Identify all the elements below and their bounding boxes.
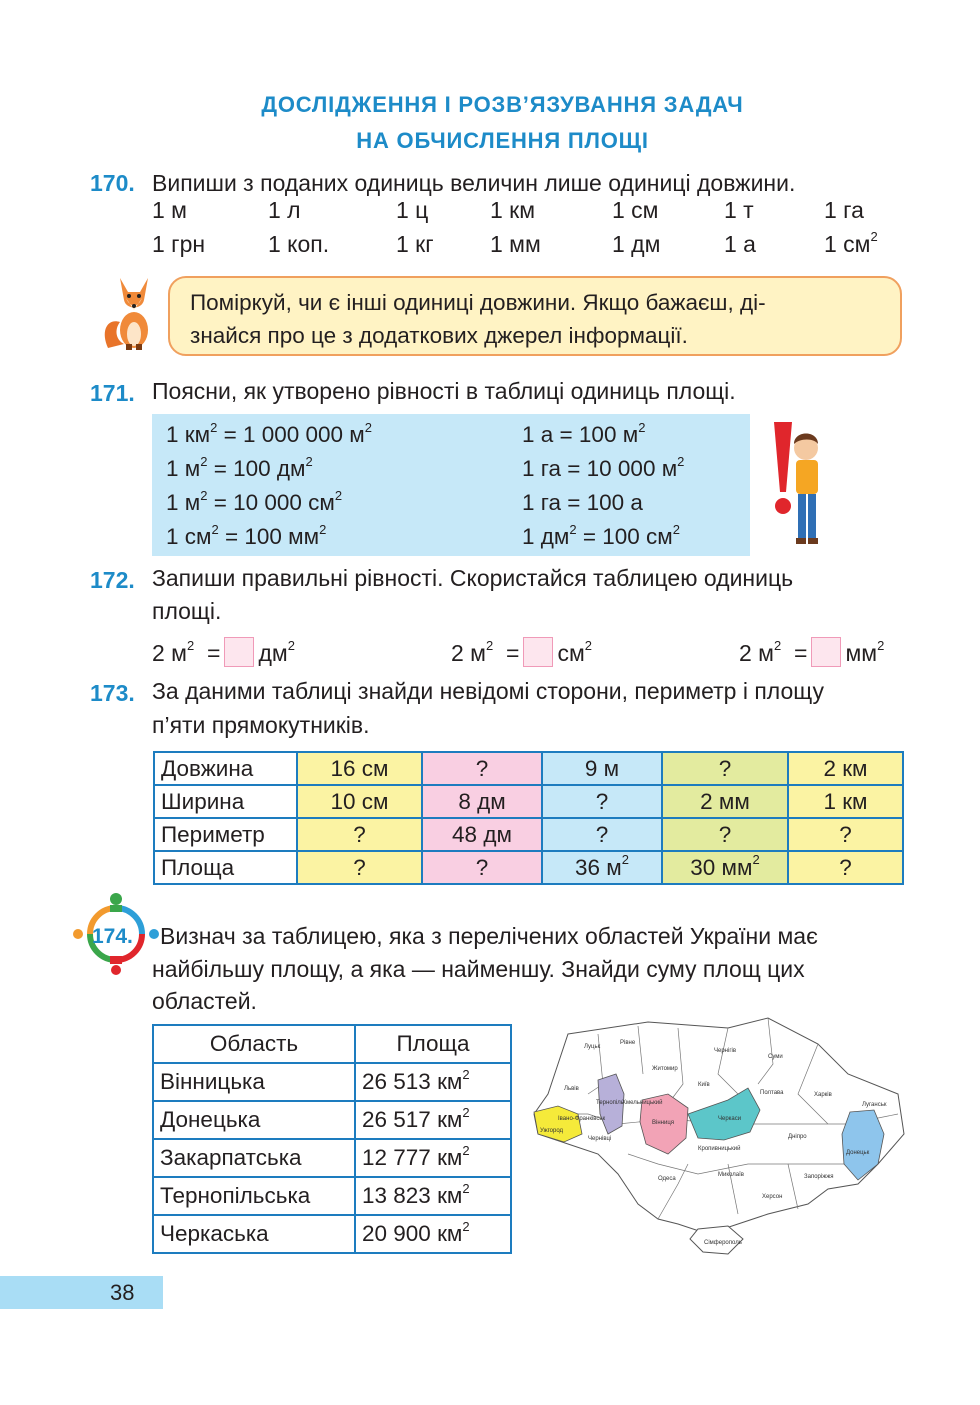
table-row	[153, 1177, 511, 1215]
fox-icon	[100, 270, 162, 352]
map-label: Донецьк	[846, 1150, 870, 1156]
unit-item: 1 т	[724, 197, 754, 223]
task-170-number: 170.	[90, 170, 135, 196]
table-cell: 1 км	[788, 785, 903, 818]
table-row	[153, 1063, 511, 1101]
unit-item: 1 мм	[490, 231, 541, 257]
equation-2: 2 $м^2 = см^2$	[451, 638, 592, 666]
unit-item: 1 см	[612, 197, 659, 223]
table-cell: 16 см	[297, 752, 422, 785]
column-header: Область	[153, 1025, 355, 1063]
table-row	[153, 1139, 511, 1177]
table-row	[154, 752, 903, 785]
task-174-line-1: Визнач за таблицею, яка з перелічених областей України має	[160, 923, 818, 949]
table-cell: ?	[422, 752, 542, 785]
map-label: Одеса	[658, 1176, 676, 1182]
map-label: Дніпро	[788, 1134, 807, 1140]
task-173-line-2: п’яти прямокутників.	[152, 712, 370, 738]
row-label: Довжина	[154, 752, 297, 785]
equality: 1 $м^2 = 100$ $дм^2$	[166, 453, 313, 481]
map-label: Львів	[564, 1086, 579, 1092]
equation-1: 2 $м^2 = дм^2$	[152, 638, 295, 666]
region-area: 12 777 $км^2$	[355, 1139, 511, 1177]
equality: 1 $м^2 = 10$ 000 $см^2$	[166, 487, 343, 515]
unit-item: 1 м	[152, 197, 187, 223]
tip-line-2: знайся про це з додаткових джерел інформації.	[190, 323, 688, 348]
region-name: Донецька	[153, 1101, 355, 1139]
table-cell: 48 дм	[422, 818, 542, 851]
units-list	[152, 197, 892, 265]
map-label: Чернігів	[714, 1048, 737, 1054]
unit-item: 1 дм	[612, 231, 661, 257]
map-label: Тернопіль	[596, 1100, 624, 1106]
answer-box[interactable]	[811, 637, 841, 667]
table-cell: ?	[662, 752, 788, 785]
table-row	[154, 818, 903, 851]
row-label: Периметр	[154, 818, 297, 851]
unit-item: 1 га	[824, 197, 864, 223]
map-label: Миколаїв	[718, 1172, 744, 1178]
region-area: 26 513 $км^2$	[355, 1063, 511, 1101]
heading-line-2: НА ОБЧИСЛЕННЯ ПЛОЩІ	[356, 128, 649, 153]
region-name: Черкаська	[153, 1215, 355, 1253]
task-174-number: 174.	[92, 925, 133, 948]
table-cell: ?	[542, 818, 662, 851]
answer-box[interactable]	[224, 637, 254, 667]
map-label: Херсон	[762, 1194, 783, 1200]
table-row	[154, 851, 903, 884]
row-label: Площа	[154, 851, 297, 884]
unit-item: 1 $см^2$	[824, 229, 878, 257]
column-header: Площа	[355, 1025, 511, 1063]
task-172-line-2: площі.	[152, 598, 222, 624]
table-cell: ?	[788, 851, 903, 884]
area-units-table	[152, 414, 750, 556]
map-label: Сімферополь	[704, 1240, 742, 1246]
unit-item: 1 л	[268, 197, 301, 223]
table-cell: 10 см	[297, 785, 422, 818]
boy-exclamation-icon	[770, 418, 830, 550]
tip-line-1: Поміркуй, чи є інші одиниці довжини. Якщо бажаєш, ді-	[190, 290, 766, 315]
units-row-2	[152, 231, 892, 265]
heading-line-1: ДОСЛІДЖЕННЯ І РОЗВ’ЯЗУВАННЯ ЗАДАЧ	[261, 92, 744, 117]
table-cell: 2 км	[788, 752, 903, 785]
table-cell: 9 м	[542, 752, 662, 785]
region-name: Тернопільська	[153, 1177, 355, 1215]
map-label: Ужгород	[540, 1128, 564, 1134]
donetsk-region	[842, 1110, 884, 1180]
region-area: 26 517 $км^2$	[355, 1101, 511, 1139]
ukraine-map	[528, 1014, 908, 1264]
map-label: Рівне	[620, 1040, 636, 1046]
table-row	[154, 785, 903, 818]
task-172-number: 172.	[90, 567, 135, 593]
map-label: Житомир	[652, 1066, 678, 1072]
unit-item: 1 ц	[396, 197, 429, 223]
task-174-line-2: найбільшу площу, а яка — найменшу. Знайди суму площ цих	[152, 956, 805, 982]
map-label: Луганськ	[862, 1102, 887, 1108]
unit-item: 1 км	[490, 197, 536, 223]
map-label: Суми	[768, 1054, 783, 1060]
region-area: 20 900 $км^2$	[355, 1215, 511, 1253]
region-area: 13 823 $км^2$	[355, 1177, 511, 1215]
table-cell: 8 дм	[422, 785, 542, 818]
tip-box	[168, 276, 902, 356]
region-name: Вінницька	[153, 1063, 355, 1101]
map-label: Вінниця	[652, 1120, 674, 1126]
page-number: 38	[0, 1276, 163, 1309]
equality: 1 $км^2 = 1$ 000 000 $м^2$	[166, 419, 373, 447]
unit-item: 1 а	[724, 231, 756, 257]
map-label: Івано-Франківськ	[558, 1116, 606, 1122]
task-171-text: Поясни, як утворено рівності в таблиці одиниць площі.	[152, 378, 736, 404]
table-cell: ?	[662, 818, 788, 851]
table-row	[153, 1101, 511, 1139]
map-label: Чернівці	[588, 1136, 612, 1142]
table-cell: ?	[297, 851, 422, 884]
task-174-line-3: областей.	[152, 988, 257, 1014]
equality: 1 га = 100 а	[522, 490, 643, 515]
map-label: Полтава	[760, 1090, 784, 1096]
equality: 1 $см^2 = 100$ $мм^2$	[166, 521, 327, 549]
equality: 1 $дм^2 = 100$ $см^2$	[522, 521, 680, 549]
equality: 1 а = 100 $м^2$	[522, 419, 646, 447]
answer-box[interactable]	[523, 637, 553, 667]
map-label: Луцьк	[584, 1044, 601, 1050]
table-header	[153, 1025, 511, 1063]
table-cell: ?	[788, 818, 903, 851]
equation-3: 2 $м^2 = мм^2$	[739, 638, 885, 666]
table-cell: 30 $мм^2$	[662, 851, 788, 884]
table-row	[153, 1215, 511, 1253]
map-label: Київ	[698, 1082, 710, 1088]
map-label: Хмельницький	[622, 1100, 663, 1106]
regions-table	[152, 1024, 512, 1254]
task-172-line-1: Запиши правильні рівності. Скористайся таблицею одиниць	[152, 565, 794, 591]
table-cell: 2 мм	[662, 785, 788, 818]
unit-item: 1 грн	[152, 231, 206, 257]
task-170-text: Випиши з поданих одиниць величин лише одиниці довжини.	[152, 170, 796, 196]
unit-item: 1 коп.	[268, 231, 330, 257]
table-cell: ?	[542, 785, 662, 818]
table-cell: ?	[422, 851, 542, 884]
task-173-number: 173.	[90, 680, 135, 706]
equality: 1 га = 10 000 $м^2$	[522, 453, 685, 481]
row-label: Ширина	[154, 785, 297, 818]
units-row-1	[152, 197, 892, 231]
task-173-line-1: За даними таблиці знайди невідомі сторони, периметр і площу	[152, 678, 824, 704]
unit-item: 1 кг	[396, 231, 434, 257]
map-label: Черкаси	[718, 1116, 742, 1122]
table-cell: 36 $м^2$	[542, 851, 662, 884]
map-label: Харків	[814, 1092, 832, 1098]
task-171-number: 171.	[90, 380, 135, 406]
map-label: Кропивницький	[698, 1146, 741, 1152]
map-label: Запоріжжя	[804, 1174, 834, 1180]
rectangles-table	[153, 751, 904, 885]
table-cell: ?	[297, 818, 422, 851]
region-name: Закарпатська	[153, 1139, 355, 1177]
